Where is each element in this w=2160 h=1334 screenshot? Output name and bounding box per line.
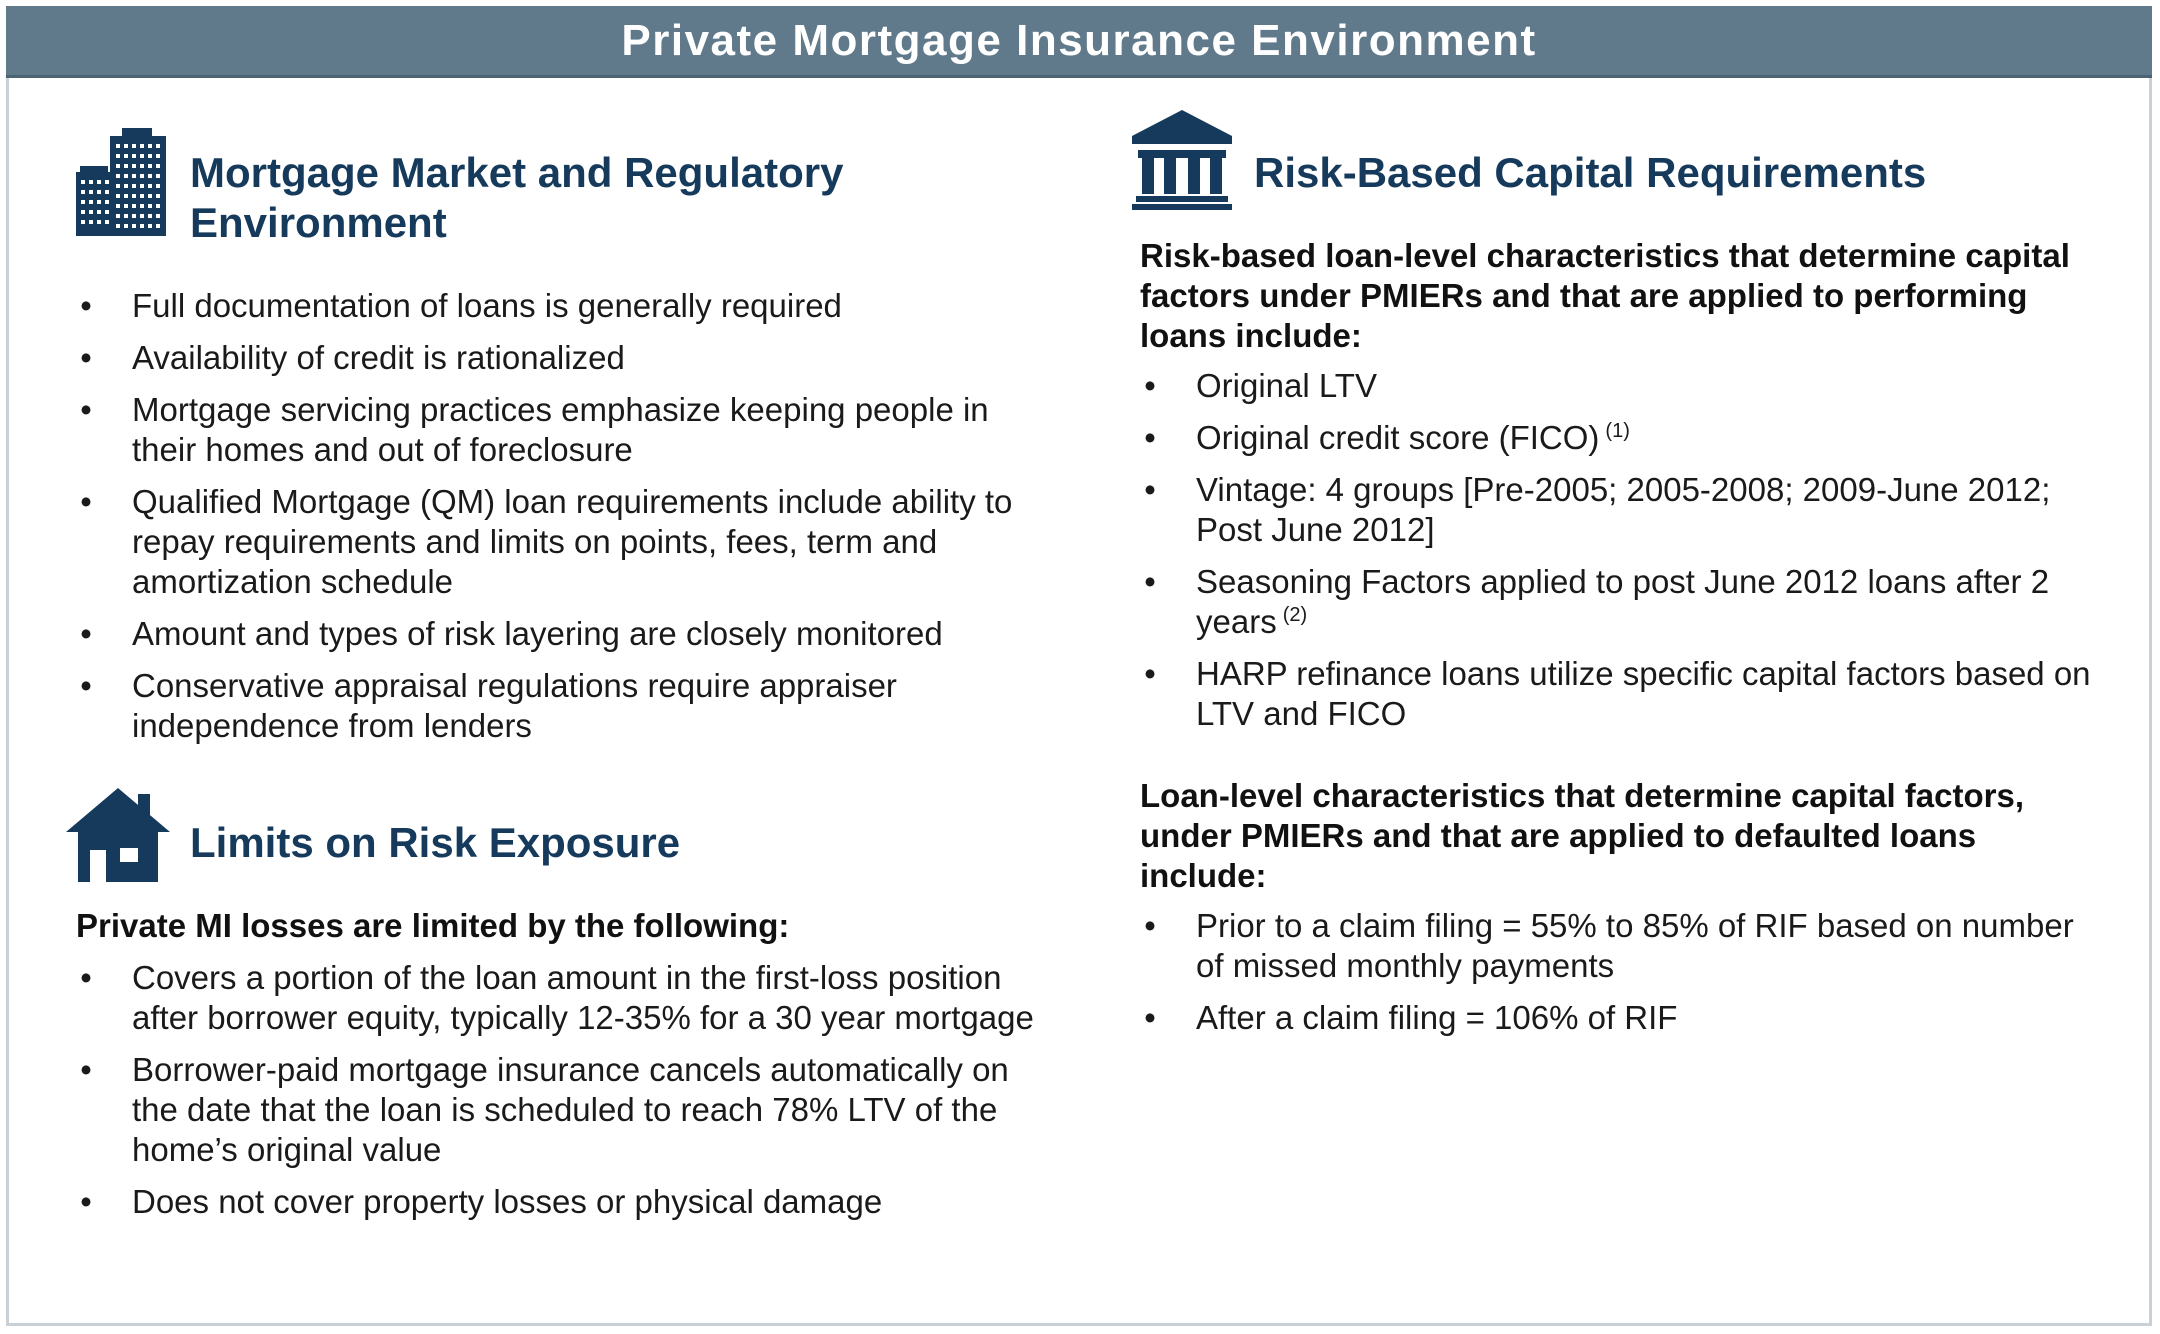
market-heading xyxy=(190,148,843,248)
defaulted-intro: Loan-level characteristics that determine capital factors, under PMIERs and that are applied to defaulted loans include: xyxy=(1140,777,2024,894)
list-item xyxy=(1140,418,2100,458)
office-buildings-icon xyxy=(76,128,168,236)
list-item xyxy=(76,958,1056,1038)
limits-heading: Limits on Risk Exposure xyxy=(190,819,681,866)
list-item xyxy=(76,614,1026,654)
page-title: Private Mortgage Insurance Environment xyxy=(621,15,1537,65)
bullet-marker: • xyxy=(1144,655,1156,692)
bullet-marker: • xyxy=(80,1051,92,1088)
list-item-text: Full documentation of loans is generally required xyxy=(132,287,842,324)
bullet-marker: • xyxy=(80,391,92,428)
list-item-text: Mortgage servicing practices emphasize keeping people in their homes and out of foreclosure xyxy=(132,391,989,468)
list-item-text: Original credit score (FICO) xyxy=(1196,419,1600,456)
list-item xyxy=(1140,998,2080,1038)
list-item xyxy=(76,338,1026,378)
list-item-text: Borrower-paid mortgage insurance cancels automatically on the date that the loan is scheduled to reach 78% LTV of the home’s original value xyxy=(132,1051,1009,1168)
list-item xyxy=(1140,562,2100,642)
bullet-marker: • xyxy=(1144,999,1156,1036)
list-item xyxy=(76,666,1026,746)
bullet-marker: • xyxy=(80,1183,92,1220)
list-item xyxy=(76,1050,1056,1170)
list-item-text: Availability of credit is rationalized xyxy=(132,339,625,376)
bullet-marker: • xyxy=(80,483,92,520)
title-bar xyxy=(6,6,2152,78)
list-item xyxy=(76,390,1026,470)
list-item xyxy=(76,482,1026,602)
bullet-marker: • xyxy=(1144,419,1156,456)
footnote-ref: (2) xyxy=(1282,604,1308,626)
performing-intro: Risk-based loan-level characteristics that determine capital factors under PMIERs and that are applied to performing loans include: xyxy=(1140,237,2070,354)
list-item xyxy=(1140,366,2100,406)
list-item-text: Qualified Mortgage (QM) loan requirements include ability to repay requirements and limits on points, fees, term and amortization schedule xyxy=(132,483,1013,600)
list-item xyxy=(1140,654,2100,734)
market-heading-line2: Environment xyxy=(190,199,447,246)
footnote-ref: (1) xyxy=(1605,420,1630,442)
bullet-marker: • xyxy=(1144,367,1156,404)
limits-bullet-list xyxy=(76,958,1056,1234)
capital-heading: Risk-Based Capital Requirements xyxy=(1254,149,1927,196)
list-item-text: Amount and types of risk layering are closely monitored xyxy=(132,615,943,652)
house-icon xyxy=(66,788,170,882)
bullet-marker: • xyxy=(1144,907,1156,944)
list-item-text: Seasoning Factors applied to post June 2012 loans after 2 years xyxy=(1196,563,2050,640)
list-item-text: Does not cover property losses or physical damage xyxy=(132,1183,883,1220)
bullet-marker: • xyxy=(80,667,92,704)
bullet-marker: • xyxy=(1144,471,1156,508)
list-item xyxy=(1140,906,2080,986)
list-item-text: Vintage: 4 groups [Pre-2005; 2005-2008; 2009-June 2012; Post June 2012] xyxy=(1196,471,2051,548)
list-item xyxy=(1140,470,2100,550)
limits-intro: Private MI losses are limited by the following: xyxy=(76,907,790,944)
market-heading-line1: Mortgage Market and Regulatory xyxy=(190,149,844,196)
performing-bullet-list xyxy=(1140,366,2100,746)
bullet-marker: • xyxy=(80,959,92,996)
list-item xyxy=(76,286,1026,326)
list-item-text: Prior to a claim filing = 55% to 85% of RIF based on number of missed monthly payments xyxy=(1196,907,2074,984)
list-item-text: Conservative appraisal regulations require appraiser independence from lenders xyxy=(132,667,897,744)
bullet-marker: • xyxy=(80,339,92,376)
list-item-text: Covers a portion of the loan amount in the first-loss position after borrower equity, typically 12-35% for a 30 year mortgage xyxy=(132,959,1034,1036)
defaulted-bullet-list xyxy=(1140,906,2080,1050)
list-item-text: Original LTV xyxy=(1196,367,1377,404)
bullet-marker: • xyxy=(80,615,92,652)
list-item-text: After a claim filing = 106% of RIF xyxy=(1196,999,1678,1036)
bullet-marker: • xyxy=(1144,563,1156,600)
market-bullet-list xyxy=(76,286,1026,758)
list-item-text: HARP refinance loans utilize specific capital factors based on LTV and FICO xyxy=(1196,655,2091,732)
list-item xyxy=(76,1182,1056,1222)
bullet-marker: • xyxy=(80,287,92,324)
bank-building-icon xyxy=(1132,110,1232,210)
